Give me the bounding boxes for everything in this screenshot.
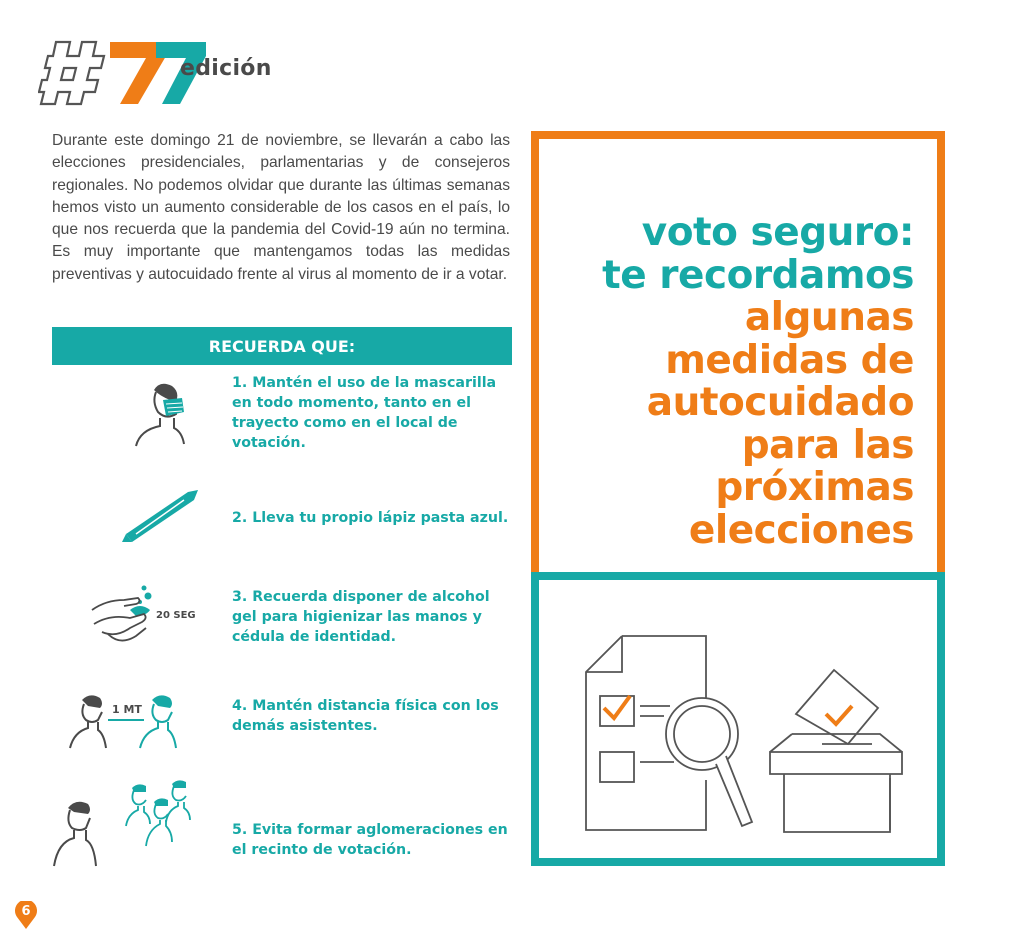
hash-icon: [39, 42, 104, 104]
tip-1-text: 1. Mantén el uso de la mascarilla en todo momento, tanto en el trayecto como en el local de votación.: [232, 375, 497, 451]
wash-time-label: 20 SEG: [156, 610, 196, 621]
distance-icon: [66, 690, 186, 750]
recuerda-title-bar: RECUERDA QUE:: [52, 327, 512, 365]
headline-line-7: próximas: [715, 465, 914, 510]
mask-person-icon: [130, 378, 190, 448]
headline-line-4: medidas de: [665, 337, 914, 383]
ballot-box-icon: [762, 664, 912, 836]
headline-line-6: para las: [741, 422, 914, 468]
page-number: 6: [21, 904, 31, 919]
pen-icon: [118, 486, 204, 546]
headline-line-8: elecciones: [688, 507, 914, 553]
ballot-document-icon: [578, 630, 768, 836]
intro-paragraph: Durante este domingo 21 de noviembre, se llevarán a cabo las elecciones presidenciales, parlamentarias y de consejeros regionales. No podemos olvidar que durante las últimas semanas hemos visto un aumento considerable de los casos en el país, lo que nos recuerda que la pandemia del Covid-19 aún no termina. Es muy importante que mantengamos todas las medidas preventivas y autocuidado frente al virus al momento de ir a votar.: [52, 132, 510, 283]
headline-line-5: autocuidado: [646, 380, 914, 425]
crowd-icon: [52, 780, 202, 868]
headline-line-2: te recordamos: [602, 252, 914, 298]
distance-label: 1 MT: [112, 703, 142, 716]
headline-line-1: voto seguro:: [641, 210, 914, 255]
tip-5-text: 5. Evita formar aglomeraciones en el recinto de votación.: [232, 822, 508, 858]
tip-4-text: 4. Mantén distancia física con los demás asistentes.: [232, 698, 499, 734]
edition-word: edición: [180, 56, 272, 81]
tip-3-text: 3. Recuerda disponer de alcohol gel para higienizar las manos y cédula de identidad.: [232, 589, 490, 645]
tip-2-text: 2. Lleva tu propio lápiz pasta azul.: [232, 510, 509, 526]
headline-line-3: algunas: [744, 295, 914, 340]
headline: [602, 212, 914, 552]
